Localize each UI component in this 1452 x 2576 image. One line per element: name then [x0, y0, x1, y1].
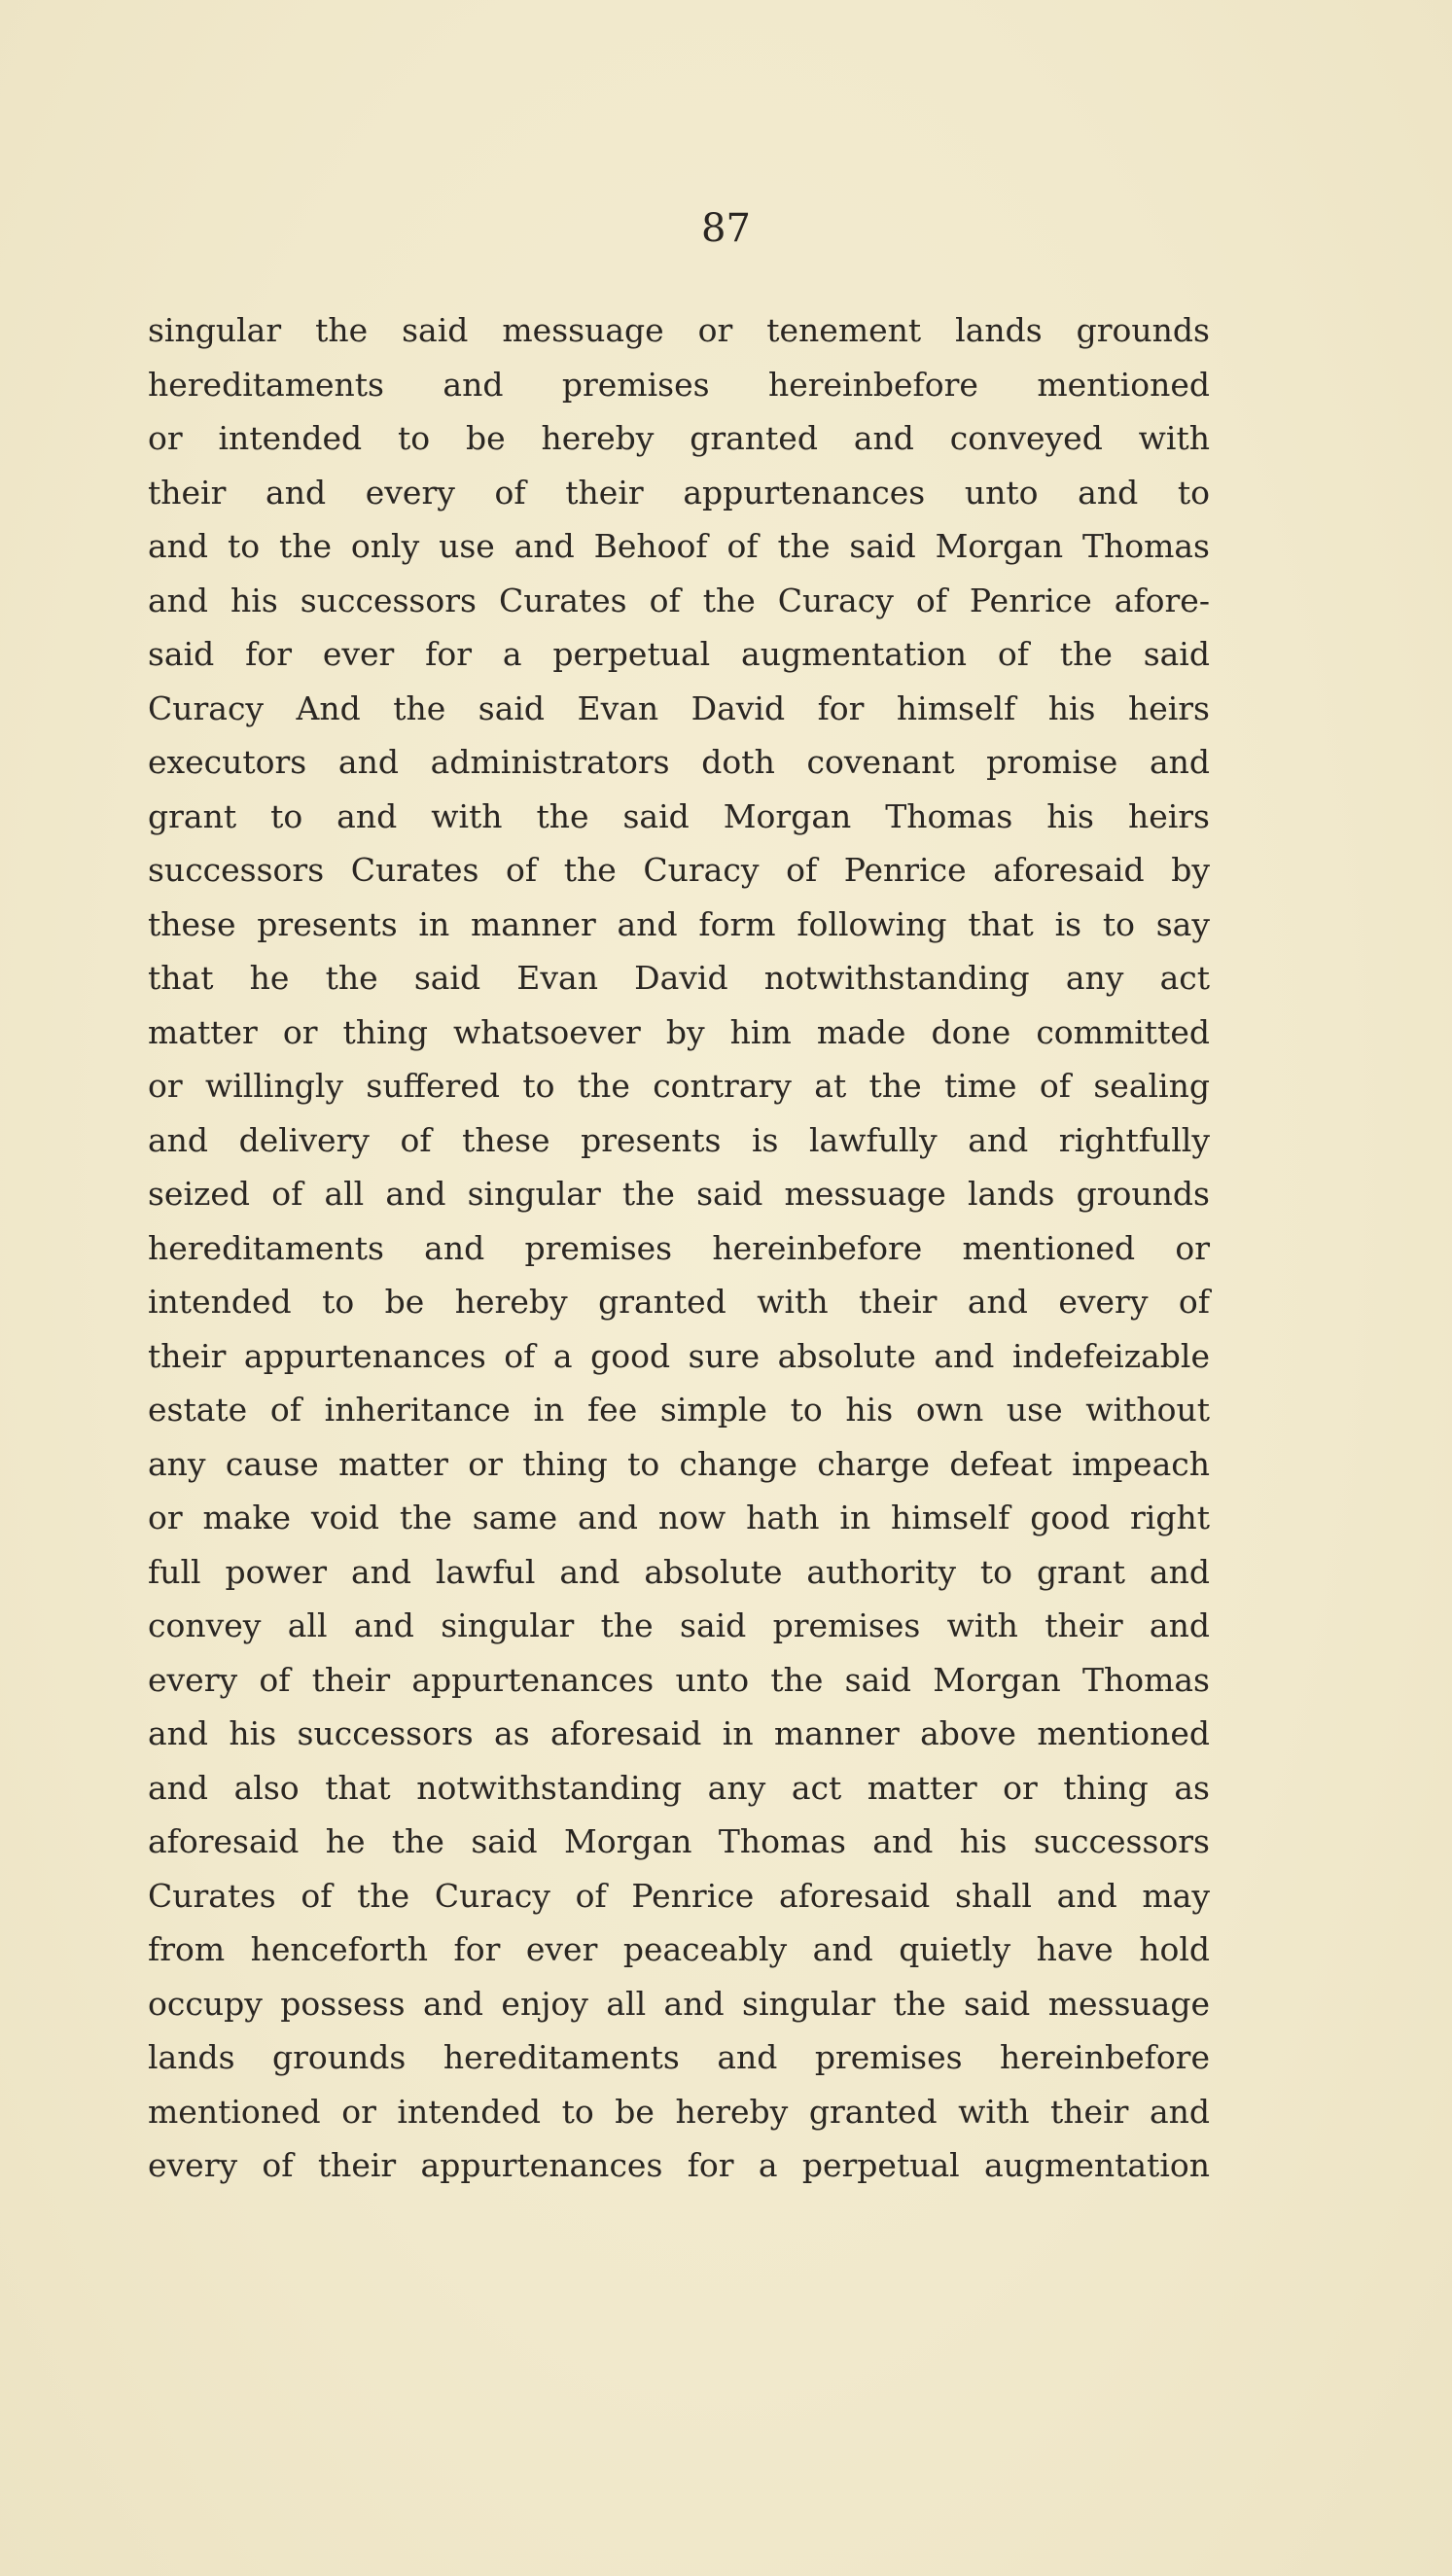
text-line: said for ever for a perpetual augmentation of the said: [148, 635, 1210, 673]
text-line: Curates of the Curacy of Penrice aforesaid shall and may: [148, 1876, 1210, 1915]
page-number: 87: [701, 206, 751, 251]
text-line: their and every of their appurtenances unto and to: [148, 473, 1210, 512]
text-line: from henceforth for ever peaceably and quietly have hold: [148, 1930, 1210, 1968]
text-line: hereditaments and premises hereinbefore mentioned: [148, 365, 1210, 404]
text-line: hereditaments and premises hereinbefore mentioned or: [148, 1228, 1210, 1267]
text-line: and to the only use and Behoof of the said Morgan Thomas: [148, 527, 1210, 565]
text-line: executors and administrators doth covenant promise and: [148, 743, 1210, 781]
text-line: and his successors Curates of the Curacy of Penrice afore-: [148, 581, 1210, 619]
text-line: singular the said messuage or tenement lands grounds: [148, 311, 1210, 349]
text-line: every of their appurtenances unto the said Morgan Thomas: [148, 1660, 1210, 1699]
text-line: seized of all and singular the said messuage lands grounds: [148, 1175, 1210, 1213]
text-line: estate of inheritance in fee simple to his own use without: [148, 1391, 1210, 1429]
text-line: full power and lawful and absolute authority to grant and: [148, 1552, 1210, 1591]
text-line: every of their appurtenances for a perpetual augmentation: [148, 2146, 1210, 2184]
text-line: grant to and with the said Morgan Thomas his heirs: [148, 796, 1210, 835]
text-line: that he the said Evan David notwithstanding any act: [148, 959, 1210, 997]
text-line: convey all and singular the said premises with their and: [148, 1606, 1210, 1644]
text-line: intended to be hereby granted with their and every of: [148, 1283, 1210, 1321]
text-line: and his successors as aforesaid in manner above mentioned: [148, 1714, 1210, 1752]
text-line: Curacy And the said Evan David for himself his heirs: [148, 688, 1210, 727]
text-line: mentioned or intended to be hereby granted with their and: [148, 2092, 1210, 2131]
text-line: or make void the same and now hath in himself good right: [148, 1499, 1210, 1536]
text-line: matter or thing whatsoever by him made done committed: [148, 1012, 1210, 1051]
text-line: their appurtenances of a good sure absolute and indefeizable: [148, 1336, 1210, 1375]
text-line: lands grounds hereditaments and premises hereinbefore: [148, 2038, 1210, 2076]
text-line: any cause matter or thing to change charge defeat impeach: [148, 1444, 1210, 1483]
text-line: or intended to be hereby granted and conveyed with: [148, 419, 1210, 457]
body-text: [148, 303, 1210, 2193]
text-line: successors Curates of the Curacy of Penrice aforesaid by: [148, 851, 1210, 889]
text-line: or willingly suffered to the contrary at the time of sealing: [148, 1067, 1210, 1105]
text-line: these presents in manner and form following that is to say: [148, 904, 1210, 943]
text-line: occupy possess and enjoy all and singular the said messuage: [148, 1984, 1210, 2023]
text-line: aforesaid he the said Morgan Thomas and his successors: [148, 1822, 1210, 1860]
text-line: and delivery of these presents is lawfully and rightfully: [148, 1120, 1210, 1159]
text-line: and also that notwithstanding any act matter or thing as: [148, 1768, 1210, 1807]
